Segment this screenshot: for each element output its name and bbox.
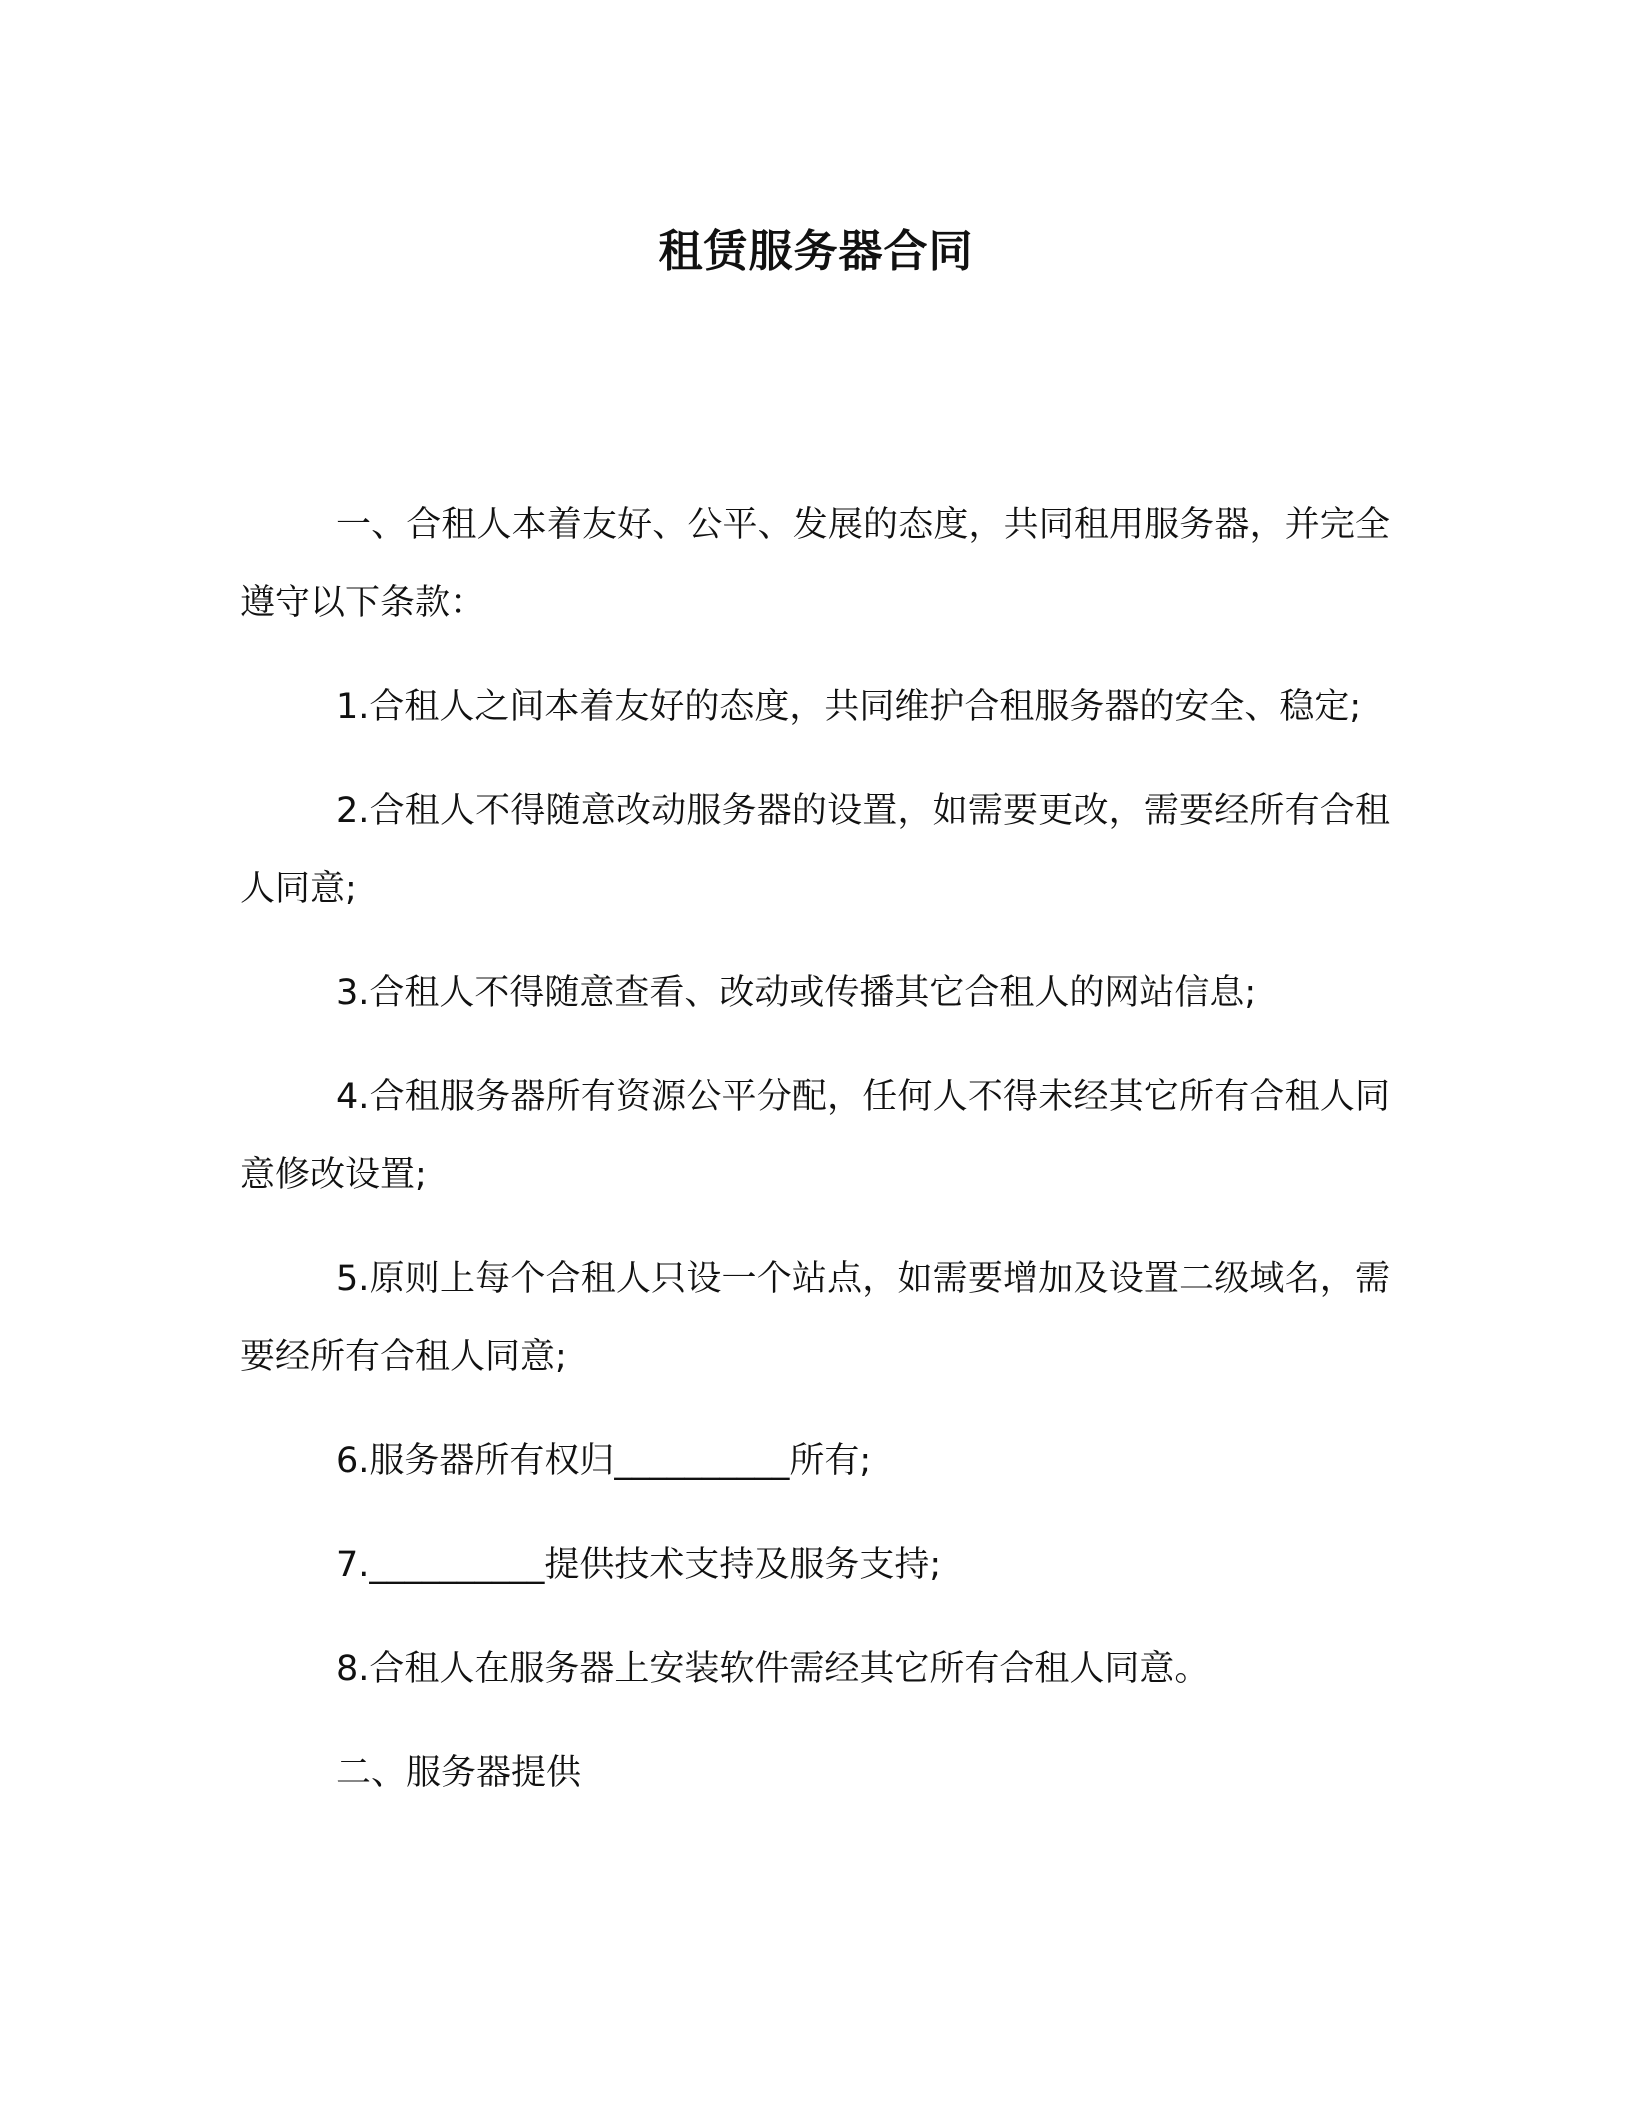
document-title: 租赁服务器合同 xyxy=(658,226,974,277)
clause-item-3: 3.合租人不得随意查看、改动或传播其它合租人的网站信息; xyxy=(336,973,1257,1013)
clause-item-1: 1.合租人之间本着友好的态度，共同维护合租服务器的安全、稳定; xyxy=(336,687,1362,727)
clause-item-7: 7.__________提供技术支持及服务支持; xyxy=(336,1545,942,1585)
clause-item-8: 8.合租人在服务器上安装软件需经其它所有合租人同意。 xyxy=(336,1649,1210,1689)
clause-item-5: 5.原则上每个合租人只设一个站点，如需要增加及设置二级域名，需要经所有合租人同意; xyxy=(240,1259,1390,1377)
clause-section-one: 一、合租人本着友好、公平、发展的态度，共同租用服务器，并完全遵守以下条款： xyxy=(240,505,1390,623)
document-body xyxy=(240,486,1390,1838)
clause-section-two: 二、服务器提供 xyxy=(336,1753,582,1793)
clause-item-6: 6.服务器所有权归__________所有; xyxy=(336,1441,872,1481)
clause-item-2: 2.合租人不得随意改动服务器的设置，如需要更改，需要经所有合租人同意; xyxy=(240,791,1390,909)
clause-item-4: 4.合租服务器所有资源公平分配，任何人不得未经其它所有合租人同意修改设置; xyxy=(240,1077,1390,1195)
